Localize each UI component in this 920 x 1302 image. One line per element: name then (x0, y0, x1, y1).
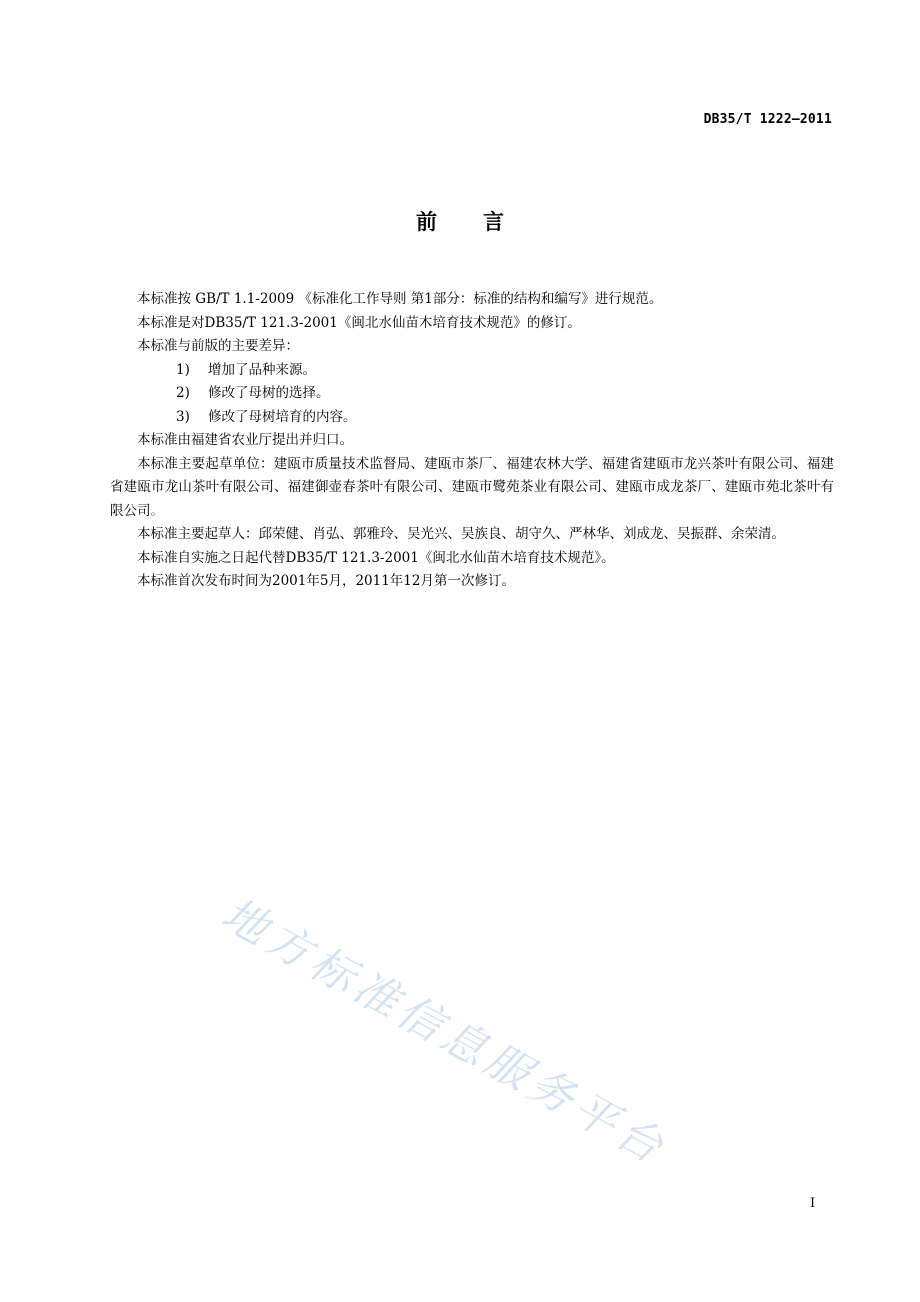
paragraph-differences-intro: 本标准与前版的主要差异： (137, 338, 299, 354)
list-item-number: 3) (176, 408, 190, 425)
list-item (110, 359, 834, 383)
list-item-text: 修改了母树培育的内容。 (208, 408, 357, 425)
paragraph-revision: 本标准是对DB35/T 121.3-2001《闽北水仙苗木培育技术规范》的修订。 (137, 314, 581, 331)
list-item (110, 382, 834, 406)
paragraph-replacement: 本标准自实施之日起代替DB35/T 121.3-2001《闽北水仙苗木培育技术规范》。 (137, 549, 615, 566)
list-item-number: 2) (176, 385, 190, 401)
drafting-units-text: 本标准主要起草单位：建瓯市质量技术监督局、建瓯市茶厂、福建农林大学、福建省建瓯市龙兴茶叶有限公司、福建省建瓯市龙山茶叶有限公司、福建御壶春茶叶有限公司、建瓯市鹭苑茶业有限公司、建瓯市成龙茶厂、建瓯市苑北茶叶有限公司 (110, 455, 834, 519)
paragraph-history: 本标准首次发布时间为2001年5月，2011年12月第一次修订。 (137, 573, 515, 589)
list-item-text: 增加了品种来源。 (208, 361, 316, 378)
watermark-text: 地方标准信息服务平台 (213, 888, 676, 1176)
standard-code: DB35/T 1222—2011 (703, 112, 832, 127)
paragraph-drafters: 本标准主要起草人：邱荣健、肖弘、郭雅玲、吴光兴、吴族良、胡守久、严林华、刘成龙、吴振群、余荣清。 (137, 526, 785, 542)
list-item (110, 406, 834, 430)
drafting-units-end-mark: 。 (150, 502, 164, 519)
page-title: 前言 (416, 210, 550, 234)
paragraph-drafting-units (110, 453, 834, 524)
foreword-body (110, 288, 834, 594)
paragraph-format: 本标准按 GB/T 1.1-2009 《标准化工作导则 第1部分：标准的结构和编写》进行规范。 (137, 291, 663, 307)
page-number: I (810, 1196, 816, 1211)
list-item-text: 修改了母树的选择。 (208, 385, 330, 401)
paragraph-proposer: 本标准由福建省农业厅提出并归口。 (137, 432, 353, 448)
list-item-number: 1) (176, 361, 190, 378)
